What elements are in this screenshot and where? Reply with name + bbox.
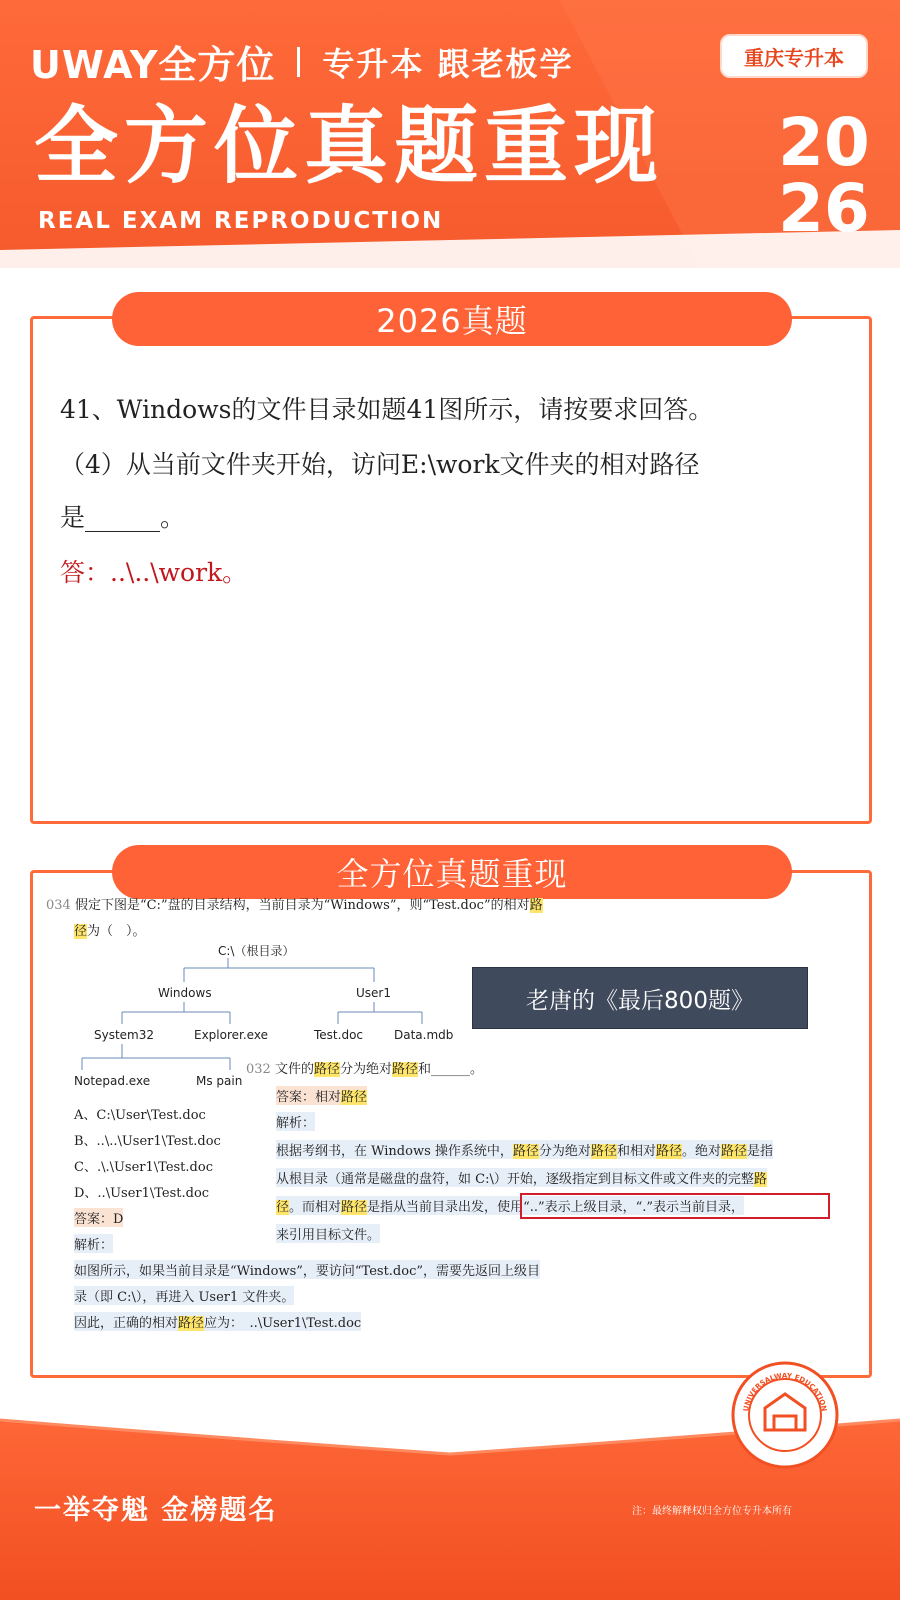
q34-analysis-3 (74, 1312, 361, 1331)
q32-analysis-label: 解析： (276, 1112, 315, 1131)
q32-l3-hl2: 路径 (341, 1200, 368, 1215)
tree-root: C:\（根目录） (218, 944, 295, 958)
tree-testdoc: Test.doc (314, 1028, 364, 1042)
brand-divider (297, 47, 300, 77)
q32-l1-c: 和相对 (616, 1144, 656, 1159)
tree-system32: System32 (94, 1028, 155, 1042)
year-badge (778, 104, 870, 247)
q32-text-a: 文件的 (274, 1062, 314, 1077)
tree-mspaint: Ms pain (196, 1074, 243, 1088)
q34-analysis-2: 录（即 C:\），再进入 User1 文件夹。 (74, 1286, 294, 1305)
q32-analysis-4: 来引用目标文件。 (276, 1224, 380, 1243)
q32-analysis-2 (276, 1168, 767, 1187)
q32-text-c: 和______。 (418, 1062, 484, 1077)
q32-answer-highlight: 路径 (341, 1090, 368, 1105)
q34-highlight-2: 径 (74, 924, 88, 939)
q34-highlight-1: 路 (529, 898, 543, 913)
year-line-2: 26 (778, 170, 870, 247)
tree-explorer: Explorer.exe (194, 1028, 268, 1042)
tree-notepad: Notepad.exe (74, 1074, 151, 1088)
question-line-1: 41、Windows的文件目录如题41图所示，请按要求回答。 (60, 395, 714, 424)
tree-windows: Windows (158, 986, 212, 1000)
emphasis-box (520, 1193, 830, 1219)
q32-l3-c: 使用“..”表示上级目录，“.”表示当前目录， (497, 1200, 745, 1215)
q34-option-b: B、..\..\User1\Test.doc (74, 1134, 221, 1149)
q32-l1-hl2: 路径 (590, 1144, 617, 1159)
seal-text: UNIVERSALWAY EDUCATION (742, 1371, 828, 1412)
q32-l1-a: 根据考纲书，在 Windows 操作系统中， (276, 1144, 513, 1159)
q34-analysis-3b: 应为： ..\User1\Test.doc (204, 1316, 362, 1331)
q32-answer (276, 1086, 367, 1105)
q34-text-b: 为（ ）。 (87, 924, 146, 939)
q34-analysis-label: 解析： (74, 1234, 113, 1253)
q32-line-1 (246, 1058, 483, 1077)
seal-logo-icon (730, 1360, 840, 1470)
footer-motto: 一举夺魁 金榜题名 (34, 1495, 278, 1526)
q32-l3-hl1: 径 (276, 1200, 290, 1215)
q32-highlight-1: 路径 (313, 1062, 340, 1077)
q32-l2-hl: 路 (753, 1172, 767, 1187)
q34-option-d: D、..\User1\Test.doc (74, 1186, 210, 1201)
q32-answer-text: 答案：相对 (276, 1090, 342, 1105)
q32-text-b: 分为绝对 (340, 1062, 393, 1077)
q32-l1-hl4: 路径 (720, 1144, 747, 1159)
brand-row (30, 34, 574, 89)
q32-l1-hl1: 路径 (512, 1144, 539, 1159)
page-title: 全方位真题重现 (34, 97, 665, 195)
q32-l1-b: 分为绝对 (538, 1144, 591, 1159)
q32-highlight-2: 路径 (392, 1062, 419, 1077)
q32-l1-hl3: 路径 (655, 1144, 682, 1159)
q34-option-c: C、.\.\User1\Test.doc (74, 1160, 213, 1175)
q34-text-a: 假定下图是“C:”盘的目录结构，当前目录为“Windows”，则“Test.doc”的相对 (74, 898, 530, 913)
brand-slogan: 专升本 跟老板学 (322, 44, 574, 83)
q34-analysis-1: 如图所示，如果当前目录是“Windows”，要访问“Test.doc”，需要先返回上级目 (74, 1260, 540, 1279)
brand-logo: UWAY全方位 (30, 43, 276, 87)
header-banner (0, 0, 900, 268)
q32-l3-b: 是指从当前目录出发， (367, 1200, 498, 1215)
reproduction-tab: 全方位真题重现 (112, 845, 792, 899)
exam-question-tab: 2026真题 (112, 292, 792, 346)
q34-number: 034 (46, 898, 71, 913)
tree-datamdb: Data.mdb (394, 1028, 454, 1042)
region-badge: 重庆专升本 (720, 34, 868, 78)
page-subtitle: REAL EXAM REPRODUCTION (38, 208, 444, 234)
q32-number: 032 (246, 1062, 271, 1077)
q32-l1-e: 是指 (747, 1144, 774, 1159)
book-label: 老唐的《最后800题》 (472, 967, 808, 1029)
footer-note: 注：最终解释权归全方位专升本所有 (632, 1506, 792, 1517)
q34-analysis-3a: 因此，正确的相对 (74, 1316, 179, 1331)
q32-l3-a: 。而相对 (289, 1200, 342, 1215)
q34-option-a: A、C:\User\Test.doc (74, 1108, 206, 1123)
q32-l2-a: 从根目录（通常是磁盘的盘符，如 C:\）开始，逐级指定到目标文件或文件夹的完整 (276, 1172, 754, 1187)
q32-analysis-1 (276, 1140, 773, 1159)
year-line-1: 20 (778, 104, 870, 181)
question-line-3: 是______。 (60, 503, 186, 532)
question-answer: 答：..\..\work。 (60, 558, 248, 587)
q32-l1-d: 。绝对 (681, 1144, 721, 1159)
q34-analysis-3-highlight: 路径 (178, 1316, 205, 1331)
tree-user1: User1 (356, 986, 391, 1000)
question-line-2: （4）从当前文件夹开始，访问E:\work文件夹的相对路径 (60, 450, 700, 479)
q34-answer: 答案：D (74, 1208, 123, 1227)
